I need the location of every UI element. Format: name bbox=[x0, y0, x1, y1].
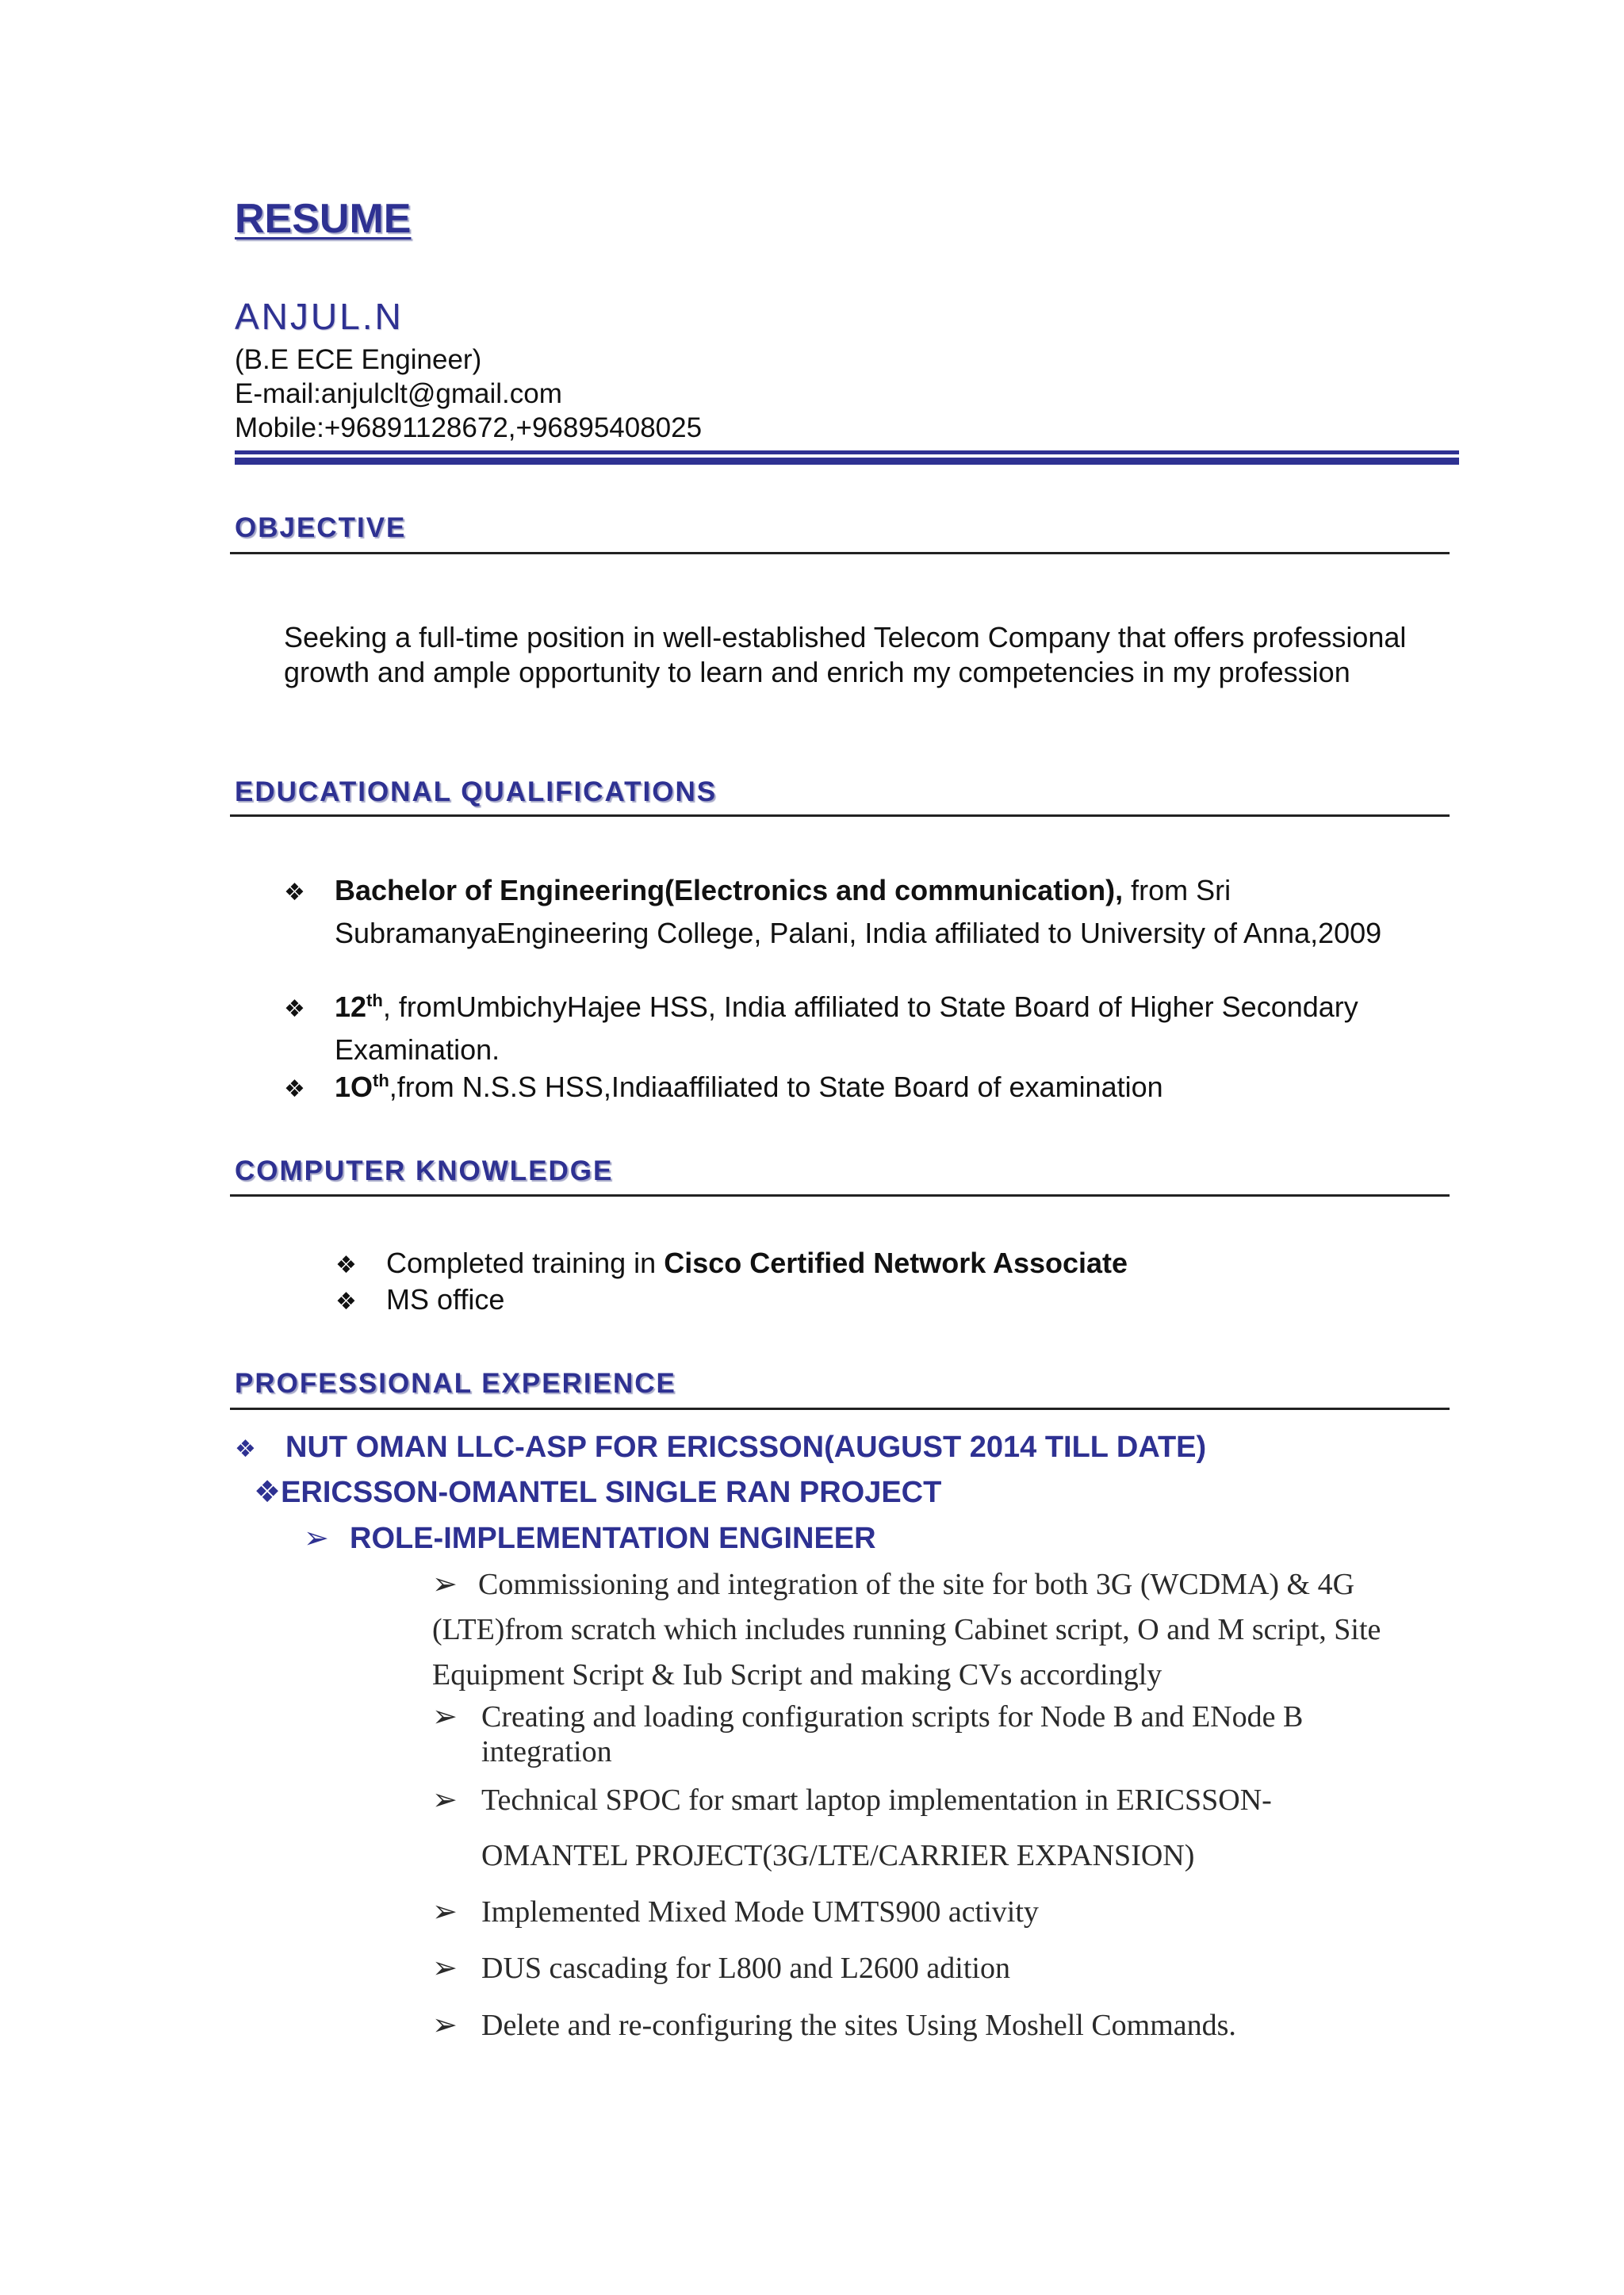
arrow-bullet-icon: ➢ bbox=[432, 1700, 458, 1734]
task-text: Commissioning and integration of the site for both 3G (WCDMA) & 4G (LTE)from scratch which includes running Cabinet script, O and M script, Site Equipment Script & Iub Script and making CVs accordingly bbox=[432, 1568, 1381, 1692]
diamond-bullet-icon: ❖ bbox=[284, 996, 305, 1022]
project-name: ERICSSON-OMANTEL SINGLE RAN PROJECT bbox=[281, 1476, 942, 1509]
task-item bbox=[432, 1891, 1417, 1933]
arrow-bullet-icon: ➢ bbox=[432, 1952, 458, 1985]
ccna-prefix: Completed training in bbox=[386, 1247, 665, 1279]
degree-details: from Sri SubramanyaEngineering College, Palani, India affiliated to University of Anna,2009 bbox=[335, 874, 1382, 949]
task-item bbox=[432, 2004, 1417, 2047]
header-rule-bottom bbox=[235, 458, 1459, 465]
arrow-bullet-icon: ➢ bbox=[304, 1522, 329, 1555]
arrow-bullet-icon: ➢ bbox=[432, 2009, 458, 2042]
arrow-bullet-icon: ➢ bbox=[432, 1895, 458, 1929]
objective-rule bbox=[230, 552, 1450, 554]
task-item bbox=[432, 1699, 1417, 1769]
education-heading: EDUCATIONAL QUALIFICATIONS bbox=[235, 776, 718, 807]
ccna-title: Cisco Certified Network Associate bbox=[664, 1247, 1128, 1279]
education-item bbox=[284, 869, 1450, 949]
task-text: Implemented Mixed Mode UMTS900 activity bbox=[481, 1895, 1039, 1929]
education-rule bbox=[230, 814, 1450, 817]
email-line: E-mail:anjulclt@gmail.com bbox=[235, 378, 562, 409]
header-rule-top bbox=[235, 450, 1459, 454]
company-line bbox=[235, 1428, 1206, 1469]
task-text: Creating and loading configuration scripts for Node B and ENode B integration bbox=[481, 1700, 1304, 1768]
role-line bbox=[304, 1519, 876, 1557]
task-item bbox=[432, 1947, 1417, 1990]
objective-heading: OBJECTIVE bbox=[235, 512, 407, 543]
diamond-bullet-icon: ❖ bbox=[335, 1289, 357, 1315]
task-text: Delete and re-configuring the sites Using Moshell Commands. bbox=[481, 2009, 1236, 2042]
diamond-bullet-icon: ❖ bbox=[254, 1476, 282, 1509]
grade-10-suffix: th bbox=[373, 1071, 389, 1090]
task-text: DUS cascading for L800 and L2600 adition bbox=[481, 1952, 1010, 1985]
computer-heading: COMPUTER KNOWLEDGE bbox=[235, 1155, 614, 1186]
project-line bbox=[254, 1473, 941, 1511]
education-item bbox=[284, 986, 1450, 1066]
arrow-bullet-icon: ➢ bbox=[432, 1568, 458, 1601]
degree-title: Bachelor of Engineering(Electronics and communication), bbox=[335, 874, 1124, 906]
resume-title: RESUME bbox=[235, 196, 412, 242]
diamond-bullet-icon: ❖ bbox=[284, 879, 305, 906]
role-title: ROLE-IMPLEMENTATION ENGINEER bbox=[350, 1522, 876, 1555]
ms-office-text: MS office bbox=[386, 1283, 505, 1316]
company-name: NUT OMAN LLC-ASP FOR ERICSSON(AUGUST 2014 TILL DATE) bbox=[285, 1431, 1207, 1464]
education-item bbox=[284, 1066, 1450, 1111]
grade-12-label: 12 bbox=[335, 990, 367, 1023]
objective-text: Seeking a full-time position in well-established Telecom Company that offers professional growth and ample opportunity to learn and enrich my competencies in my profession bbox=[284, 621, 1407, 688]
diamond-bullet-icon: ❖ bbox=[235, 1436, 256, 1462]
arrow-bullet-icon: ➢ bbox=[432, 1784, 458, 1817]
qualification-line: (B.E ECE Engineer) bbox=[235, 344, 482, 375]
experience-rule bbox=[230, 1408, 1450, 1410]
mobile-line: Mobile:+96891128672,+96895408025 bbox=[235, 412, 703, 443]
computer-item bbox=[335, 1278, 504, 1324]
experience-heading: PROFESSIONAL EXPERIENCE bbox=[235, 1368, 676, 1399]
computer-rule bbox=[230, 1194, 1450, 1197]
diamond-bullet-icon: ❖ bbox=[284, 1076, 305, 1102]
task-item bbox=[432, 1562, 1415, 1698]
grade-10-details: ,from N.S.S HSS,Indiaaffiliated to State Board of examination bbox=[389, 1071, 1163, 1103]
diamond-bullet-icon: ❖ bbox=[335, 1252, 357, 1278]
grade-10-label: 1O bbox=[335, 1071, 373, 1103]
candidate-name: ANJUL.N bbox=[235, 296, 404, 337]
grade-12-details: , fromUmbichyHajee HSS, India affiliated to State Board of Higher Secondary Examination. bbox=[335, 990, 1358, 1066]
task-text: Technical SPOC for smart laptop implementation in ERICSSON-OMANTEL PROJECT(3G/LTE/CARRIER EXPANSION) bbox=[481, 1784, 1272, 1872]
task-item bbox=[432, 1772, 1417, 1883]
grade-12-suffix: th bbox=[366, 990, 383, 1010]
